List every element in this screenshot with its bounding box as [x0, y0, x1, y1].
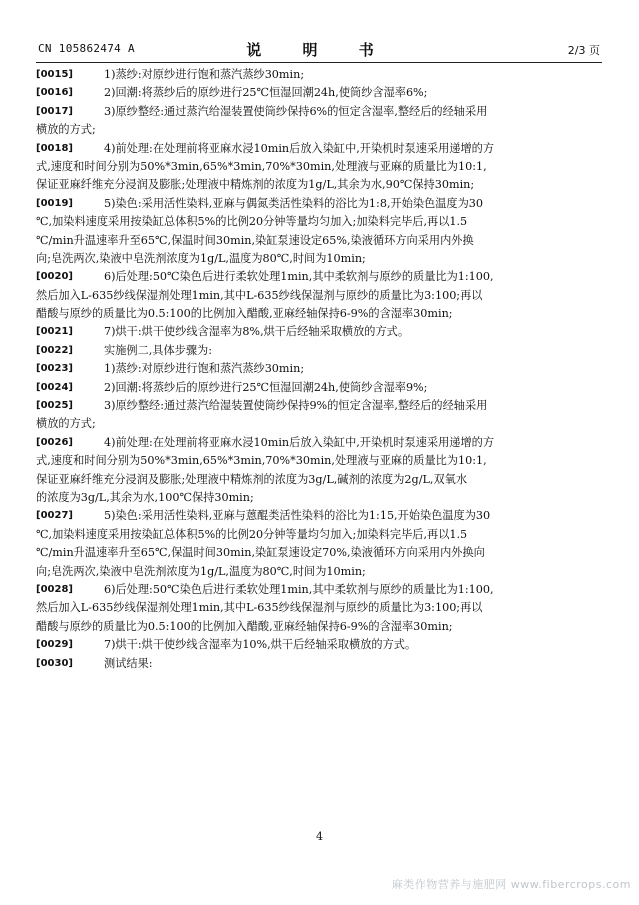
paragraph — [36, 195, 602, 269]
paragraph-line: 6)后处理:50℃染色后进行柔软处理1min,其中柔软剂与原纱的质量比为1:100, — [104, 270, 494, 284]
paragraph-line: 式,速度和时间分别为50%*3min,65%*3min,70%*30min,处理液与亚麻的质量比为10:1, — [36, 454, 487, 468]
paragraph-number: [0025] — [36, 400, 73, 412]
paragraph-line: 3)原纱整经:通过蒸汽给湿装置使筒纱保持9%的恒定含湿率,整经后的经轴采用 — [104, 399, 488, 413]
paragraph-line: 醋酸与原纱的质量比为0.5:100的比例加入醋酸,亚麻经轴保持6-9%的含湿率30min; — [36, 307, 453, 321]
paragraph-line: 5)染色:采用活性染料,亚麻与偶氮类活性染料的浴比为1:8,开始染色温度为30 — [104, 196, 484, 210]
paragraph-line: 保证亚麻纤维充分浸润及膨胀;处理液中精炼剂的浓度为1g/L,其余为水,90℃保持30min; — [36, 178, 475, 192]
paragraph — [36, 323, 602, 341]
paragraph-number: [0022] — [36, 344, 73, 356]
paragraph-line: 2)回潮:将蒸纱后的原纱进行25℃恒湿回潮24h,使筒纱含湿率6%; — [104, 86, 428, 100]
paragraph-number: [0019] — [36, 197, 73, 209]
watermark-text: 麻类作物营养与施肥网 www.fibercrops.com — [391, 878, 631, 891]
paragraph-line: 横放的方式; — [36, 123, 96, 137]
page-fraction: 2/3 页 — [567, 44, 600, 57]
paragraph-line: 6)后处理:50℃染色后进行柔软处理1min,其中柔软剂与原纱的质量比为1:100, — [104, 582, 494, 596]
paragraph-line: ℃/min升温速率升至65℃,保温时间30min,染缸泵速设定70%,染液循环方向采用内外换向 — [36, 546, 485, 560]
paragraph — [36, 66, 602, 84]
paragraph-number: [0015] — [36, 69, 73, 80]
paragraph-line: 3)原纱整经:通过蒸汽给湿装置使筒纱保持6%的恒定含湿率,整经后的经轴采用 — [104, 104, 488, 118]
page-header — [36, 40, 602, 60]
paragraph-number: [0030] — [36, 657, 73, 669]
paragraph-line: 1)蒸纱:对原纱进行饱和蒸汽蒸纱30min; — [104, 68, 305, 81]
paragraph-line: 4)前处理:在处理前将亚麻水浸10min后放入染缸中,开染机时泵速采用递增的方 — [104, 435, 495, 449]
paragraph-line: 测试结果: — [104, 656, 153, 670]
paragraph-line: 醋酸与原纱的质量比为0.5:100的比例加入醋酸,亚麻经轴保持6-9%的含湿率30min; — [36, 619, 453, 633]
paragraph-line: 横放的方式; — [36, 417, 96, 431]
paragraph-number: [0027] — [36, 510, 73, 522]
paragraph-line: 向;皂洗两次,染液中皂洗剂浓度为1g/L,温度为80℃,时间为10min; — [36, 251, 366, 265]
document-number: CN 105862474 A — [38, 42, 135, 55]
paragraph — [36, 581, 602, 636]
paragraph-number: [0016] — [36, 87, 73, 99]
paragraph-line: 4)前处理:在处理前将亚麻水浸10min后放入染缸中,开染机时泵速采用递增的方 — [104, 141, 495, 155]
document-body — [36, 66, 602, 673]
paragraph — [36, 103, 602, 140]
paragraph — [36, 434, 602, 508]
paragraph-line: ℃/min升温速率升至65℃,保温时间30min,染缸泵速设定65%,染液循环方向采用内外换 — [36, 233, 474, 247]
paragraph-line: 式,速度和时间分别为50%*3min,65%*3min,70%*30min,处理液与亚麻的质量比为10:1, — [36, 159, 487, 173]
paragraph-line: 保证亚麻纤维充分浸润及膨胀;处理液中精炼剂的浓度为3g/L,碱剂的浓度为2g/L,双氧水 — [36, 472, 468, 486]
paragraph — [36, 342, 602, 360]
paragraph — [36, 84, 602, 102]
paragraph-number: [0020] — [36, 271, 73, 283]
paragraph — [36, 140, 602, 195]
paragraph-line: 5)染色:采用活性染料,亚麻与蒽醌类活性染料的浴比为1:15,开始染色温度为30 — [104, 509, 491, 523]
paragraph-line: 7)烘干:烘干使纱线含湿率为10%,烘干后经轴采取横放的方式。 — [104, 638, 417, 652]
paragraph-line: 然后加入L-635纱线保湿剂处理1min,其中L-635纱线保湿剂与原纱的质量比为3:100;再以 — [36, 601, 483, 615]
paragraph-line: 的浓度为3g/L,其余为水,100℃保持30min; — [36, 490, 254, 504]
paragraph-line: 7)烘干:烘干使纱线含湿率为8%,烘干后经轴采取横放的方式。 — [104, 325, 410, 339]
paragraph-line: 1)蒸纱:对原纱进行饱和蒸汽蒸纱30min; — [104, 362, 305, 376]
paragraph-line: 然后加入L-635纱线保湿剂处理1min,其中L-635纱线保湿剂与原纱的质量比为3:100;再以 — [36, 288, 483, 302]
paragraph-number: [0018] — [36, 142, 73, 154]
paragraph — [36, 397, 602, 434]
paragraph-line: 2)回潮:将蒸纱后的原纱进行25℃恒湿回潮24h,使筒纱含湿率9%; — [104, 380, 428, 394]
paragraph-line: ℃,加染料速度采用按染缸总体积5%的比例20分钟等量均匀加入;加染料完毕后,再以1.5 — [36, 215, 468, 229]
page-number: 4 — [316, 830, 323, 843]
paragraph-line: ℃,加染料速度采用按染缸总体积5%的比例20分钟等量均匀加入;加染料完毕后,再以1.5 — [36, 527, 468, 541]
paragraph — [36, 379, 602, 397]
paragraph-number: [0029] — [36, 639, 73, 651]
document-title: 说 明 书 — [246, 41, 392, 59]
paragraph-line: 实施例二,具体步骤为: — [104, 343, 213, 357]
paragraph-number: [0021] — [36, 326, 73, 338]
paragraph-line: 向;皂洗两次,染液中皂洗剂浓度为1g/L,温度为80℃,时间为10min; — [36, 564, 366, 578]
paragraph-number: [0024] — [36, 381, 73, 393]
header-rule — [36, 62, 602, 63]
paragraph-number: [0026] — [36, 436, 73, 448]
paragraph — [36, 655, 602, 673]
paragraph — [36, 636, 602, 654]
paragraph-number: [0028] — [36, 583, 73, 595]
paragraph-number: [0023] — [36, 363, 73, 375]
paragraph-number: [0017] — [36, 105, 73, 117]
paragraph — [36, 268, 602, 323]
paragraph — [36, 360, 602, 378]
paragraph — [36, 507, 602, 581]
